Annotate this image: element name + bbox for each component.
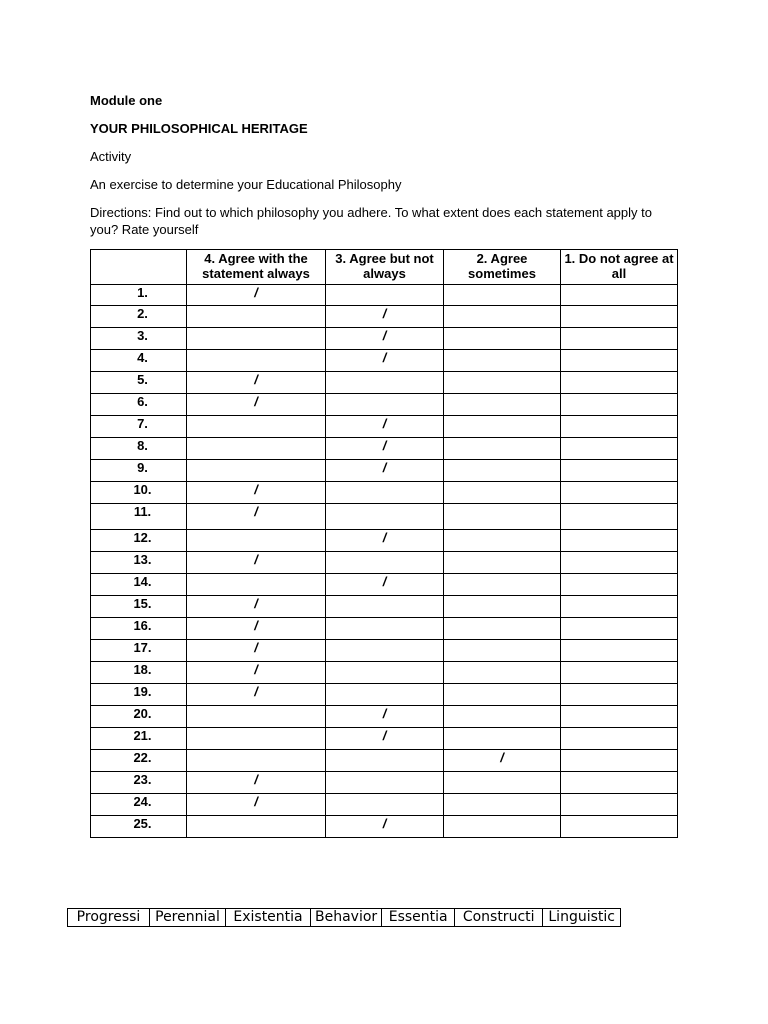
empty-cell xyxy=(561,530,678,552)
table-row xyxy=(91,285,678,306)
empty-cell xyxy=(444,306,561,328)
row-number: 3. xyxy=(91,328,187,350)
subtitle: An exercise to determine your Educational Philosophy xyxy=(90,177,402,192)
check-mark: / xyxy=(187,394,326,416)
empty-cell xyxy=(444,482,561,504)
empty-cell xyxy=(561,482,678,504)
empty-cell xyxy=(561,416,678,438)
check-mark: / xyxy=(187,618,326,640)
check-mark: / xyxy=(187,794,326,816)
empty-cell xyxy=(561,574,678,596)
empty-cell xyxy=(444,772,561,794)
empty-cell xyxy=(444,460,561,482)
check-mark: / xyxy=(326,328,444,350)
table-row xyxy=(91,416,678,438)
empty-cell xyxy=(187,416,326,438)
row-number: 1. xyxy=(91,285,187,306)
check-mark: / xyxy=(187,772,326,794)
row-number: 20. xyxy=(91,706,187,728)
table-row xyxy=(91,706,678,728)
empty-cell xyxy=(444,574,561,596)
header-agree-sometimes: 2. Agree sometimes xyxy=(444,250,561,285)
empty-cell xyxy=(187,750,326,772)
empty-cell xyxy=(326,482,444,504)
empty-cell xyxy=(561,596,678,618)
empty-cell xyxy=(326,662,444,684)
table-row xyxy=(91,596,678,618)
check-mark: / xyxy=(326,460,444,482)
row-number: 7. xyxy=(91,416,187,438)
rating-header-row xyxy=(91,250,678,285)
empty-cell xyxy=(187,438,326,460)
row-number: 22. xyxy=(91,750,187,772)
row-number: 2. xyxy=(91,306,187,328)
row-number: 12. xyxy=(91,530,187,552)
check-mark: / xyxy=(444,750,561,772)
table-row xyxy=(91,794,678,816)
check-mark: / xyxy=(187,684,326,706)
row-number: 14. xyxy=(91,574,187,596)
table-row xyxy=(91,574,678,596)
empty-cell xyxy=(444,662,561,684)
table-row xyxy=(91,306,678,328)
check-mark: / xyxy=(326,728,444,750)
empty-cell xyxy=(187,306,326,328)
empty-cell xyxy=(444,640,561,662)
empty-cell xyxy=(561,706,678,728)
header-agree-not-always: 3. Agree but not always xyxy=(326,250,444,285)
empty-cell xyxy=(444,596,561,618)
empty-cell xyxy=(444,530,561,552)
check-mark: / xyxy=(326,416,444,438)
table-row xyxy=(91,460,678,482)
empty-cell xyxy=(187,574,326,596)
check-mark: / xyxy=(326,706,444,728)
table-row xyxy=(91,482,678,504)
empty-cell xyxy=(561,552,678,574)
table-row xyxy=(91,350,678,372)
check-mark: / xyxy=(187,504,326,530)
check-mark: / xyxy=(326,438,444,460)
table-row xyxy=(91,438,678,460)
empty-cell xyxy=(187,350,326,372)
table-row xyxy=(91,728,678,750)
empty-cell xyxy=(444,372,561,394)
header-agree-always: 4. Agree with the statement always xyxy=(187,250,326,285)
empty-cell xyxy=(444,706,561,728)
row-number: 21. xyxy=(91,728,187,750)
row-number: 10. xyxy=(91,482,187,504)
philosophy-cell: Perennial xyxy=(150,909,226,927)
check-mark: / xyxy=(326,306,444,328)
empty-cell xyxy=(187,530,326,552)
row-number: 11. xyxy=(91,504,187,530)
row-number: 17. xyxy=(91,640,187,662)
row-number: 5. xyxy=(91,372,187,394)
table-row xyxy=(91,684,678,706)
table-row xyxy=(91,816,678,838)
empty-cell xyxy=(326,285,444,306)
row-number: 16. xyxy=(91,618,187,640)
empty-cell xyxy=(444,618,561,640)
check-mark: / xyxy=(187,482,326,504)
empty-cell xyxy=(326,596,444,618)
check-mark: / xyxy=(326,530,444,552)
empty-cell xyxy=(561,662,678,684)
table-row xyxy=(91,640,678,662)
empty-cell xyxy=(561,816,678,838)
check-mark: / xyxy=(187,285,326,306)
table-row xyxy=(91,504,678,530)
empty-cell xyxy=(444,416,561,438)
check-mark: / xyxy=(187,596,326,618)
check-mark: / xyxy=(326,816,444,838)
empty-cell xyxy=(444,438,561,460)
empty-cell xyxy=(326,504,444,530)
check-mark: / xyxy=(187,372,326,394)
philosophy-cell: Essentia xyxy=(382,909,455,927)
table-row xyxy=(91,618,678,640)
check-mark: / xyxy=(326,350,444,372)
header-number xyxy=(91,250,187,285)
empty-cell xyxy=(444,552,561,574)
empty-cell xyxy=(326,794,444,816)
empty-cell xyxy=(326,750,444,772)
empty-cell xyxy=(444,684,561,706)
empty-cell xyxy=(561,460,678,482)
empty-cell xyxy=(444,328,561,350)
empty-cell xyxy=(326,772,444,794)
empty-cell xyxy=(561,772,678,794)
philosophy-cell: Progressi xyxy=(68,909,150,927)
empty-cell xyxy=(187,728,326,750)
row-number: 4. xyxy=(91,350,187,372)
empty-cell xyxy=(326,552,444,574)
table-row xyxy=(91,552,678,574)
philosophy-row xyxy=(68,909,621,927)
empty-cell xyxy=(561,728,678,750)
table-row xyxy=(91,772,678,794)
row-number: 13. xyxy=(91,552,187,574)
philosophy-cell: Behavior xyxy=(311,909,382,927)
rating-table xyxy=(90,249,678,838)
row-number: 15. xyxy=(91,596,187,618)
header-do-not-agree: 1. Do not agree at all xyxy=(561,250,678,285)
page-title: YOUR PHILOSOPHICAL HERITAGE xyxy=(90,121,308,136)
activity-label: Activity xyxy=(90,149,132,164)
check-mark: / xyxy=(187,662,326,684)
empty-cell xyxy=(561,750,678,772)
row-number: 18. xyxy=(91,662,187,684)
table-row xyxy=(91,394,678,416)
empty-cell xyxy=(187,706,326,728)
philosophy-cell: Constructi xyxy=(455,909,543,927)
empty-cell xyxy=(561,794,678,816)
table-row xyxy=(91,328,678,350)
table-row xyxy=(91,750,678,772)
empty-cell xyxy=(561,328,678,350)
empty-cell xyxy=(326,640,444,662)
directions: Directions: Find out to which philosophy you adhere. To what extent does each statement apply to you? Rate yourself xyxy=(90,205,652,237)
empty-cell xyxy=(444,728,561,750)
empty-cell xyxy=(444,794,561,816)
empty-cell xyxy=(561,306,678,328)
empty-cell xyxy=(326,684,444,706)
row-number: 8. xyxy=(91,438,187,460)
empty-cell xyxy=(444,394,561,416)
table-row xyxy=(91,372,678,394)
row-number: 23. xyxy=(91,772,187,794)
empty-cell xyxy=(561,684,678,706)
philosophy-cell: Linguistic xyxy=(543,909,621,927)
module-label: Module one xyxy=(90,93,163,108)
empty-cell xyxy=(326,394,444,416)
empty-cell xyxy=(561,438,678,460)
empty-cell xyxy=(561,394,678,416)
empty-cell xyxy=(187,328,326,350)
empty-cell xyxy=(561,640,678,662)
row-number: 19. xyxy=(91,684,187,706)
empty-cell xyxy=(187,816,326,838)
table-row xyxy=(91,662,678,684)
philosophy-cell: Existentia xyxy=(226,909,311,927)
empty-cell xyxy=(444,350,561,372)
philosophy-table xyxy=(67,908,621,927)
empty-cell xyxy=(187,460,326,482)
table-row xyxy=(91,530,678,552)
row-number: 9. xyxy=(91,460,187,482)
empty-cell xyxy=(561,285,678,306)
empty-cell xyxy=(561,372,678,394)
check-mark: / xyxy=(187,640,326,662)
empty-cell xyxy=(561,350,678,372)
empty-cell xyxy=(444,504,561,530)
check-mark: / xyxy=(326,574,444,596)
empty-cell xyxy=(561,504,678,530)
empty-cell xyxy=(326,372,444,394)
empty-cell xyxy=(444,816,561,838)
row-number: 6. xyxy=(91,394,187,416)
empty-cell xyxy=(561,618,678,640)
check-mark: / xyxy=(187,552,326,574)
empty-cell xyxy=(444,285,561,306)
empty-cell xyxy=(326,618,444,640)
row-number: 25. xyxy=(91,816,187,838)
row-number: 24. xyxy=(91,794,187,816)
